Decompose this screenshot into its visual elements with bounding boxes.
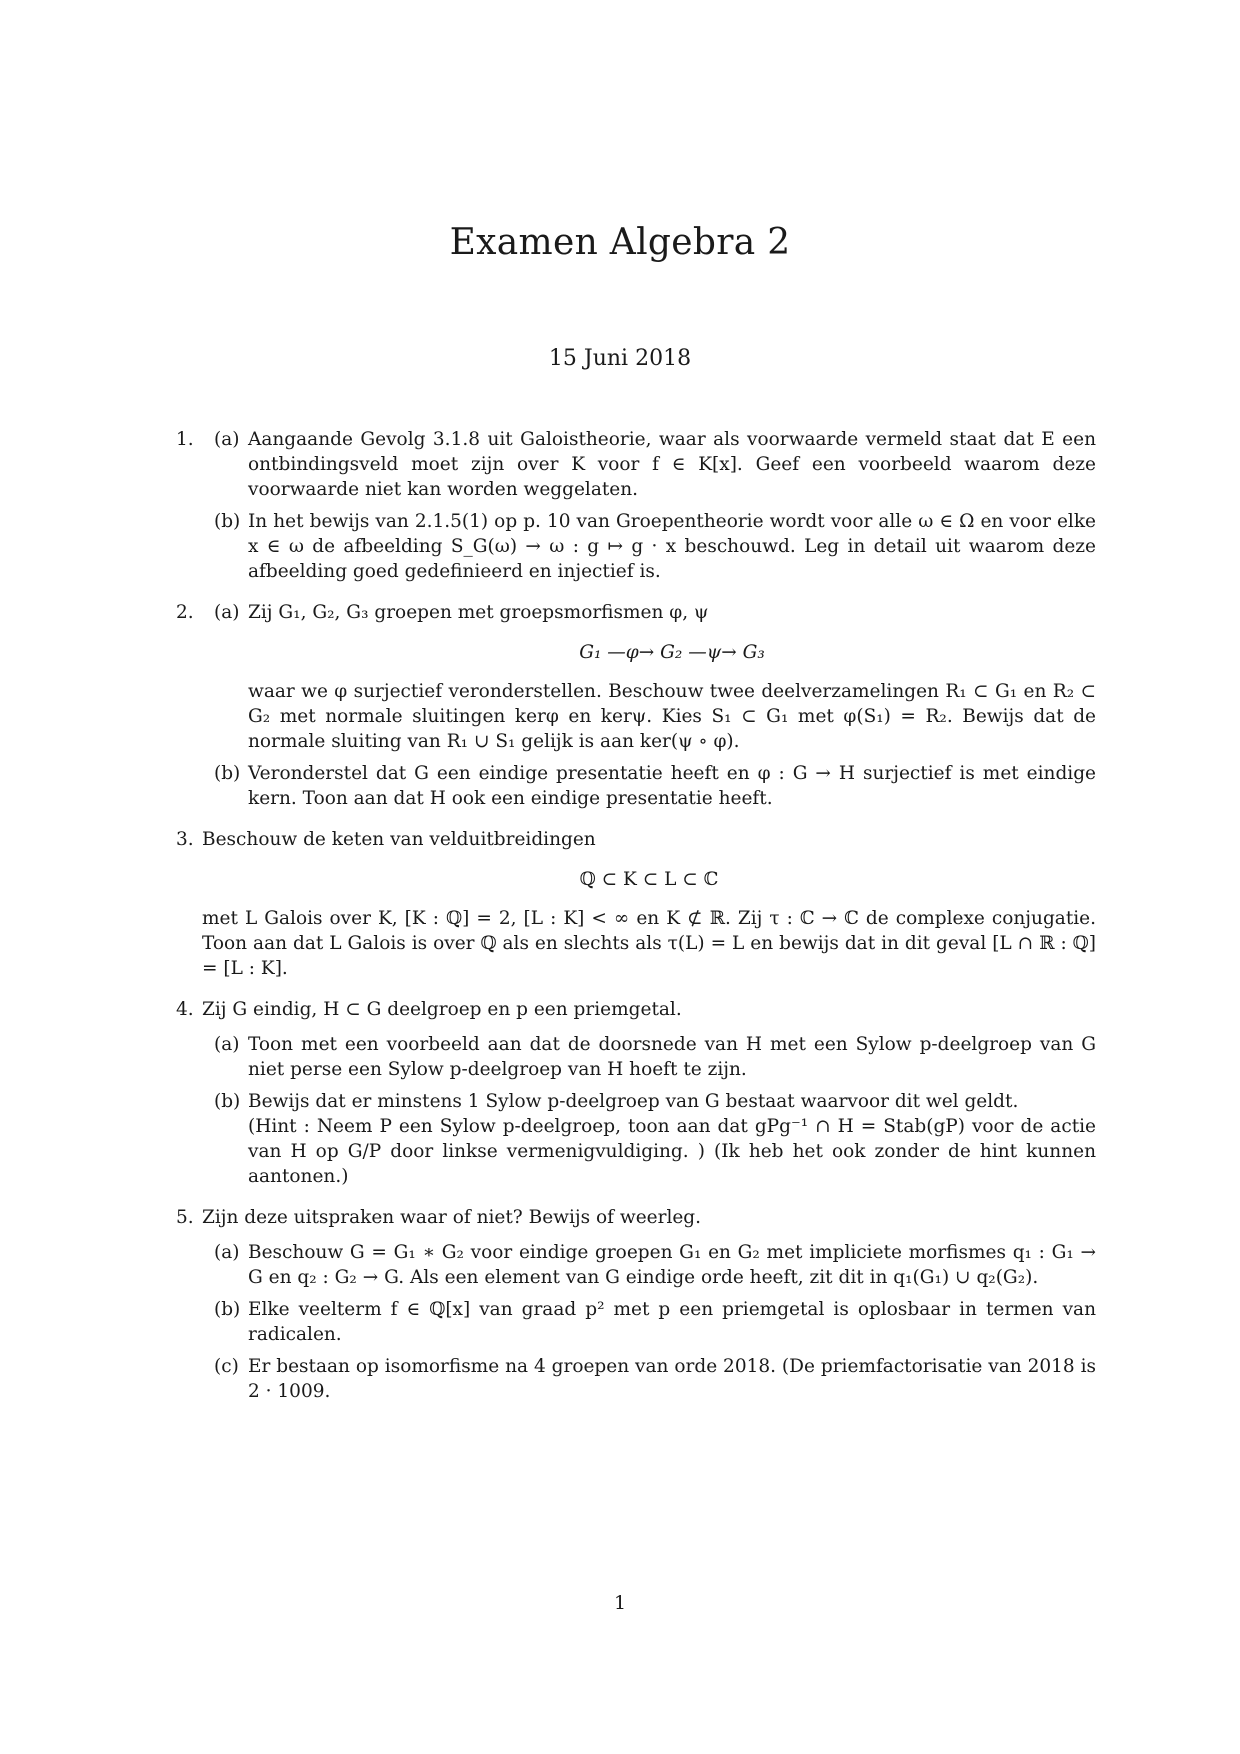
page-title: Examen Algebra 2 (449, 222, 791, 263)
part-text: Beschouw G = G₁ ∗ G₂ voor eindige groepen G₁ en G₂ met impliciete morfismes q₁ : G₁ → G en q₂ : G₂ → G. Als een element van G eindige orde heeft, zit dit in q₁(G₁) ∪ q₂(G₂). (248, 1242, 1096, 1288)
part-continuation: waar we φ surjectief veronderstellen. Beschouw twee deelverzamelingen R₁ ⊂ G₁ en R₂ ⊂ G₂ met normale sluitingen kerφ en kerψ. Kies S₁ ⊂ G₁ met φ(S₁) = R₂. Bewijs dat de normale sluiting van R₁ ∪ S₁ gelijk is aan ker(ψ ∘ φ). (248, 681, 1096, 752)
problem-5c (202, 1354, 1096, 1404)
problem-5a (202, 1240, 1096, 1290)
problem-text: Beschouw de keten van velduitbreidingen (202, 829, 596, 850)
problem-4 (176, 997, 1096, 1189)
part-text: Er bestaan op isomorfisme na 4 groepen van orde 2018. (De priemfactorisatie van 2018 is 2 · 1009. (248, 1356, 1096, 1402)
problem-number: 4. (176, 999, 194, 1020)
part-label: (b) (214, 1091, 241, 1112)
part-label: (b) (214, 1299, 241, 1320)
problem-5b (202, 1297, 1096, 1347)
field-chain-equation (202, 867, 1096, 892)
part-text: In het bewijs van 2.1.5(1) op p. 10 van Groepentheorie wordt voor alle ω ∈ Ω en voor elke x ∈ ω de afbeelding S_G(ω) → ω : g ↦ g · x beschouwd. Leg in detail uit waarom deze afbeelding goed gedefinieerd en injectief is. (248, 511, 1096, 582)
problem-number: 2. (176, 602, 194, 623)
part-label: (b) (214, 763, 241, 784)
problem-number: 3. (176, 829, 194, 850)
hint-text: (Hint : Neem P een Sylow p-deelgroep, toon aan dat gPg⁻¹ ∩ H = Stab(gP) voor de actie van H op G/P door linkse vermenigvuldiging. ) (Ik heb het ook zonder de hint kunnen aantonen.) (248, 1116, 1096, 1187)
part-label: (a) (214, 429, 240, 450)
problem-2a (202, 600, 1096, 754)
problem-2 (176, 600, 1096, 811)
problem-number: 5. (176, 1207, 194, 1228)
part-text: Elke veelterm f ∈ ℚ[x] van graad p² met p een priemgetal is oplosbaar in termen van radicalen. (248, 1299, 1096, 1345)
problem-5 (176, 1205, 1096, 1404)
problem-text: Zij G eindig, H ⊂ G deelgroep en p een priemgetal. (202, 999, 682, 1020)
field-chain: ℚ ⊂ K ⊂ L ⊂ ℂ (579, 869, 719, 890)
problem-1 (176, 427, 1096, 584)
problem-number: 1. (176, 429, 194, 450)
problem-continuation: met L Galois over K, [K : ℚ] = 2, [L : K] < ∞ en K ⊄ ℝ. Zij τ : ℂ → ℂ de complexe conjugatie. Toon aan dat L Galois is over ℚ als en slechts als τ(L) = L en bewijs dat in dit geval [L ∩ ℝ : ℚ] = [L : K]. (202, 908, 1096, 979)
problem-text: Zijn deze uitspraken waar of niet? Bewijs of weerleg. (202, 1207, 702, 1228)
part-label: (a) (214, 602, 240, 623)
part-label: (a) (214, 1034, 240, 1055)
problem-list (176, 420, 1096, 1420)
part-text: Bewijs dat er minstens 1 Sylow p-deelgroep van G bestaat waarvoor dit wel geldt. (248, 1091, 1019, 1112)
part-label: (b) (214, 511, 241, 532)
problem-4b (202, 1089, 1096, 1189)
problem-1b (202, 509, 1096, 584)
part-text: Veronderstel dat G een eindige presentatie heeft en φ : G → H surjectief is met eindige kern. Toon aan dat H ook een eindige presentatie heeft. (248, 763, 1096, 809)
morphism-diagram: G₁ —φ→ G₂ —ψ→ G₃ (579, 642, 765, 663)
problem-4a (202, 1032, 1096, 1082)
problem-1a (202, 427, 1096, 502)
part-label: (c) (214, 1356, 239, 1377)
part-text: Toon met een voorbeeld aan dat de doorsnede van H met een Sylow p-deelgroep van G niet perse een Sylow p-deelgroep van H hoeft te zijn. (248, 1034, 1096, 1080)
part-label: (a) (214, 1242, 240, 1263)
problem-3 (176, 827, 1096, 981)
exam-date: 15 Juni 2018 (548, 346, 692, 371)
page-number: 1 (613, 1592, 627, 1614)
problem-2b (202, 761, 1096, 811)
part-text: Zij G₁, G₂, G₃ groepen met groepsmorfismen φ, ψ (248, 602, 709, 623)
part-text: Aangaande Gevolg 3.1.8 uit Galoistheorie, waar als voorwaarde vermeld staat dat E een ontbindingsveld moet zijn over K voor f ∈ K[x]. Geef een voorbeeld waarom deze voorwaarde niet kan worden weggelaten. (248, 429, 1096, 500)
